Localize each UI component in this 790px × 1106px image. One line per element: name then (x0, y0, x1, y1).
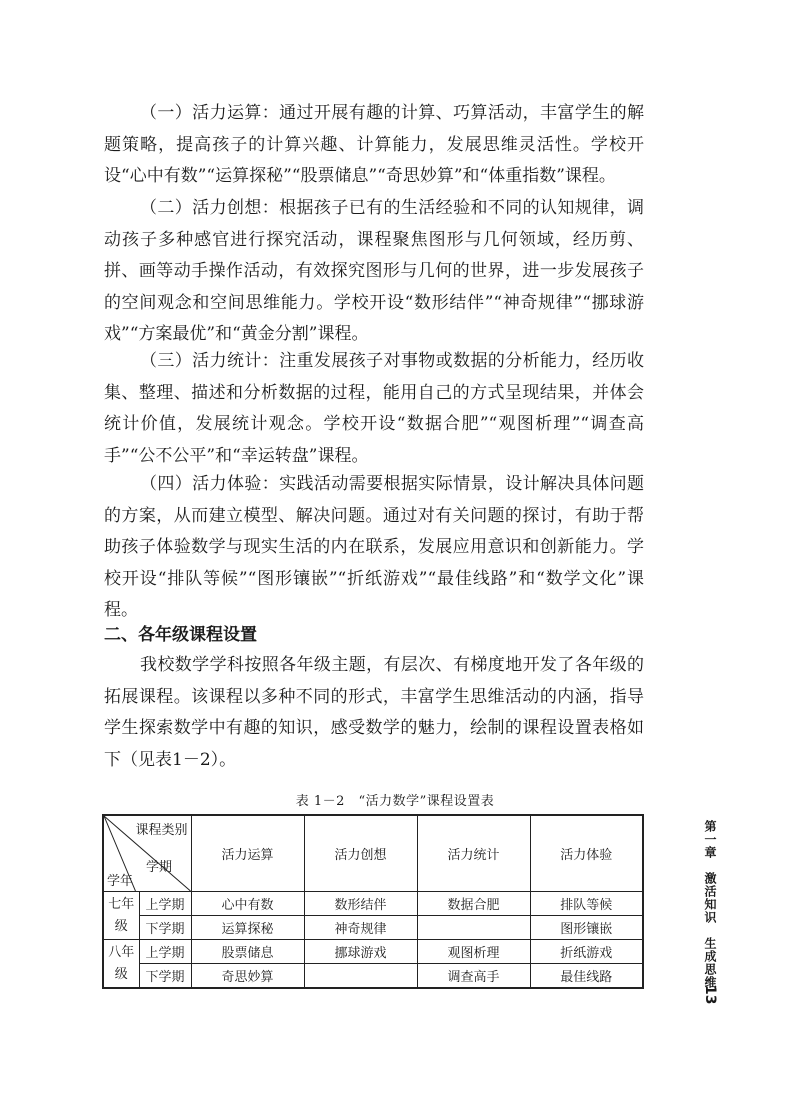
paragraph-calculation: （一）活力运算：通过开展有趣的计算、巧算活动，丰富学生的解题策略，提高孩子的计算兴趣、计算能力，发展思维灵活性。学校开设“心中有数”“运算探秘”“股票储息”“奇思妙算”和“体重指数”课程。 (104, 103, 644, 186)
paragraph-creation: （二）活力创想：根据孩子已有的生活经验和不同的认知规律，调动孩子多种感官进行探究活动，课程聚焦图形与几何领域，经历剪、拼、画等动手操作活动，有效探究图形与几何的世界，进一步发展孩子的空间观念和空间思维能力。学校开设“数形结伴”“神奇规律”“挪球游戏”“方案最优”和“黄金分割”课程。 (104, 198, 644, 344)
table-caption: 表 1－2 “活力数学”课程设置表 (295, 794, 495, 809)
table-cell: 观图析理 (417, 940, 530, 964)
table-cell: 心中有数 (191, 892, 304, 916)
column-header: 活力体验 (530, 815, 643, 892)
table-cell: 神奇规律 (304, 916, 417, 940)
column-header: 活力运算 (191, 815, 304, 892)
table-cell: 折纸游戏 (530, 940, 643, 964)
table-row (103, 892, 643, 916)
term-label: 上学期 (139, 940, 191, 964)
paragraph-experience: （四）活力体验：实践活动需要根据实际情景，设计解决具体问题的方案，从而建立模型、解决问题。通过对有关问题的探讨，有助于帮助孩子体验数学与现实生活的内在联系，发展应用意识和创新能力。学校开设“排队等候”“图形镶嵌”“折纸游戏”“最佳线路”和“数学文化”课程。 (104, 474, 644, 620)
corner-label-category: 课程类别 (135, 823, 188, 838)
corner-label-year: 学年 (107, 874, 134, 889)
table-cell: 股票储息 (191, 940, 304, 964)
table-cell: 数据合肥 (417, 892, 530, 916)
table-cell: 奇思妙算 (191, 964, 304, 989)
table-row (103, 964, 643, 989)
table-cell: 最佳线路 (530, 964, 643, 989)
table-cell: 挪球游戏 (304, 940, 417, 964)
column-header: 活力创想 (304, 815, 417, 892)
table-row (103, 916, 643, 940)
column-header: 活力统计 (417, 815, 530, 892)
table-cell: 排队等候 (530, 892, 643, 916)
table-corner-cell (103, 815, 191, 892)
table-cell (304, 964, 417, 989)
table-cell: 调查高手 (417, 964, 530, 989)
section-heading: 二、各年级课程设置 (104, 625, 257, 645)
corner-label-term: 学期 (146, 860, 173, 875)
chapter-side-label: 第一章 激活知识 生成思维 (703, 820, 717, 989)
table-row (103, 940, 643, 964)
term-label: 上学期 (139, 892, 191, 916)
grade-label: 八年级 (103, 940, 139, 989)
term-label: 下学期 (139, 964, 191, 989)
table-header-row (103, 815, 643, 892)
page-number: 13 (702, 985, 718, 1005)
table-cell: 数形结伴 (304, 892, 417, 916)
term-label: 下学期 (139, 916, 191, 940)
table-cell (417, 916, 530, 940)
table-cell: 图形镶嵌 (530, 916, 643, 940)
paragraph-statistics: （三）活力统计：注重发展孩子对事物或数据的分析能力，经历收集、整理、描述和分析数据的过程，能用自己的方式呈现结果，并体会统计价值，发展统计观念。学校开设“数据合肥”“观图析理”“调查高手”“公不公平”和“幸运转盘”课程。 (104, 351, 644, 466)
table-cell: 运算探秘 (191, 916, 304, 940)
section-paragraph: 我校数学学科按照各年级主题，有层次、有梯度地开发了各年级的拓展课程。该课程以多种不同的形式，丰富学生思维活动的内涵，指导学生探索数学中有趣的知识，感受数学的魅力，绘制的课程设置表格如下（见表1－2）。 (104, 655, 644, 770)
course-table (102, 814, 644, 989)
grade-label: 七年级 (103, 892, 139, 940)
